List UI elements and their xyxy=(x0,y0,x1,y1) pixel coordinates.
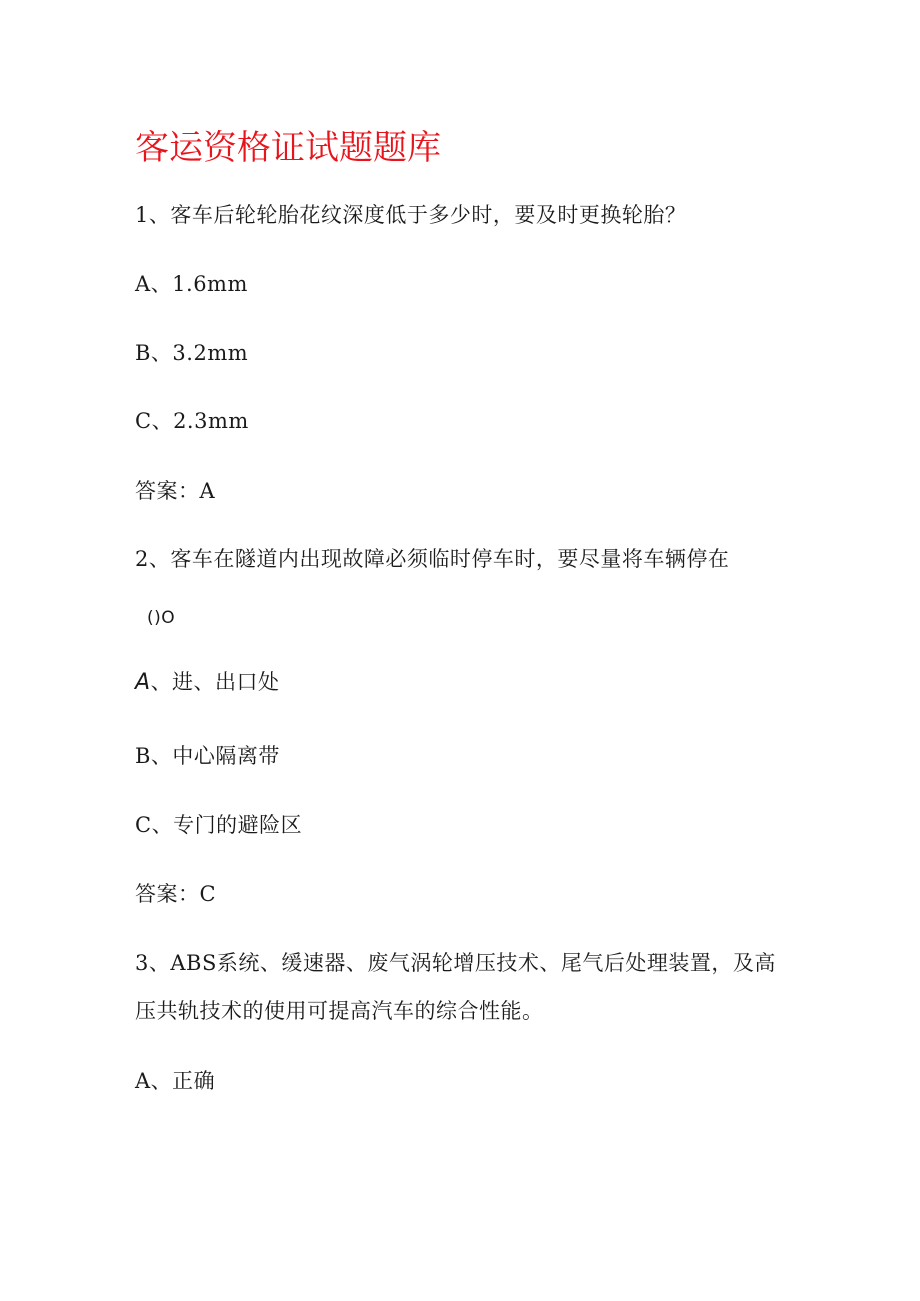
question-1-option-a: A、1.6mm xyxy=(135,272,248,296)
question-2-stem: 2、客车在隧道内出现故障必须临时停车时，要尽量将车辆停在 xyxy=(135,547,730,571)
question-2-option-b: B、中心隔离带 xyxy=(135,744,280,768)
question-1-option-b: B、3.2mm xyxy=(135,341,249,365)
question-3-stem-continuation: 压共轨技术的使用可提高汽车的综合性能。 xyxy=(135,999,544,1023)
question-3-option-a: A、正确 xyxy=(135,1069,216,1093)
question-1-stem: 1、客车后轮轮胎花纹深度低于多少时，要及时更换轮胎？ xyxy=(135,203,687,227)
question-2-option-a-letter: A xyxy=(135,670,151,695)
question-2-option-a xyxy=(135,667,280,698)
question-3-stem: 3、ABS系统、缓速器、废气涡轮增压技术、尾气后处理装置，及高 xyxy=(135,951,776,975)
question-1-option-c: C、2.3mm xyxy=(135,409,249,433)
question-2-option-a-text: 、进、出口处 xyxy=(150,670,280,694)
question-2-answer: 答案：C xyxy=(135,882,217,906)
question-1-answer: 答案：A xyxy=(135,479,216,503)
document-title: 客运资格证试题题库 xyxy=(135,128,441,168)
question-2-stem-continuation: ()O xyxy=(147,608,176,628)
question-2-option-c: C、专门的避险区 xyxy=(135,813,303,837)
